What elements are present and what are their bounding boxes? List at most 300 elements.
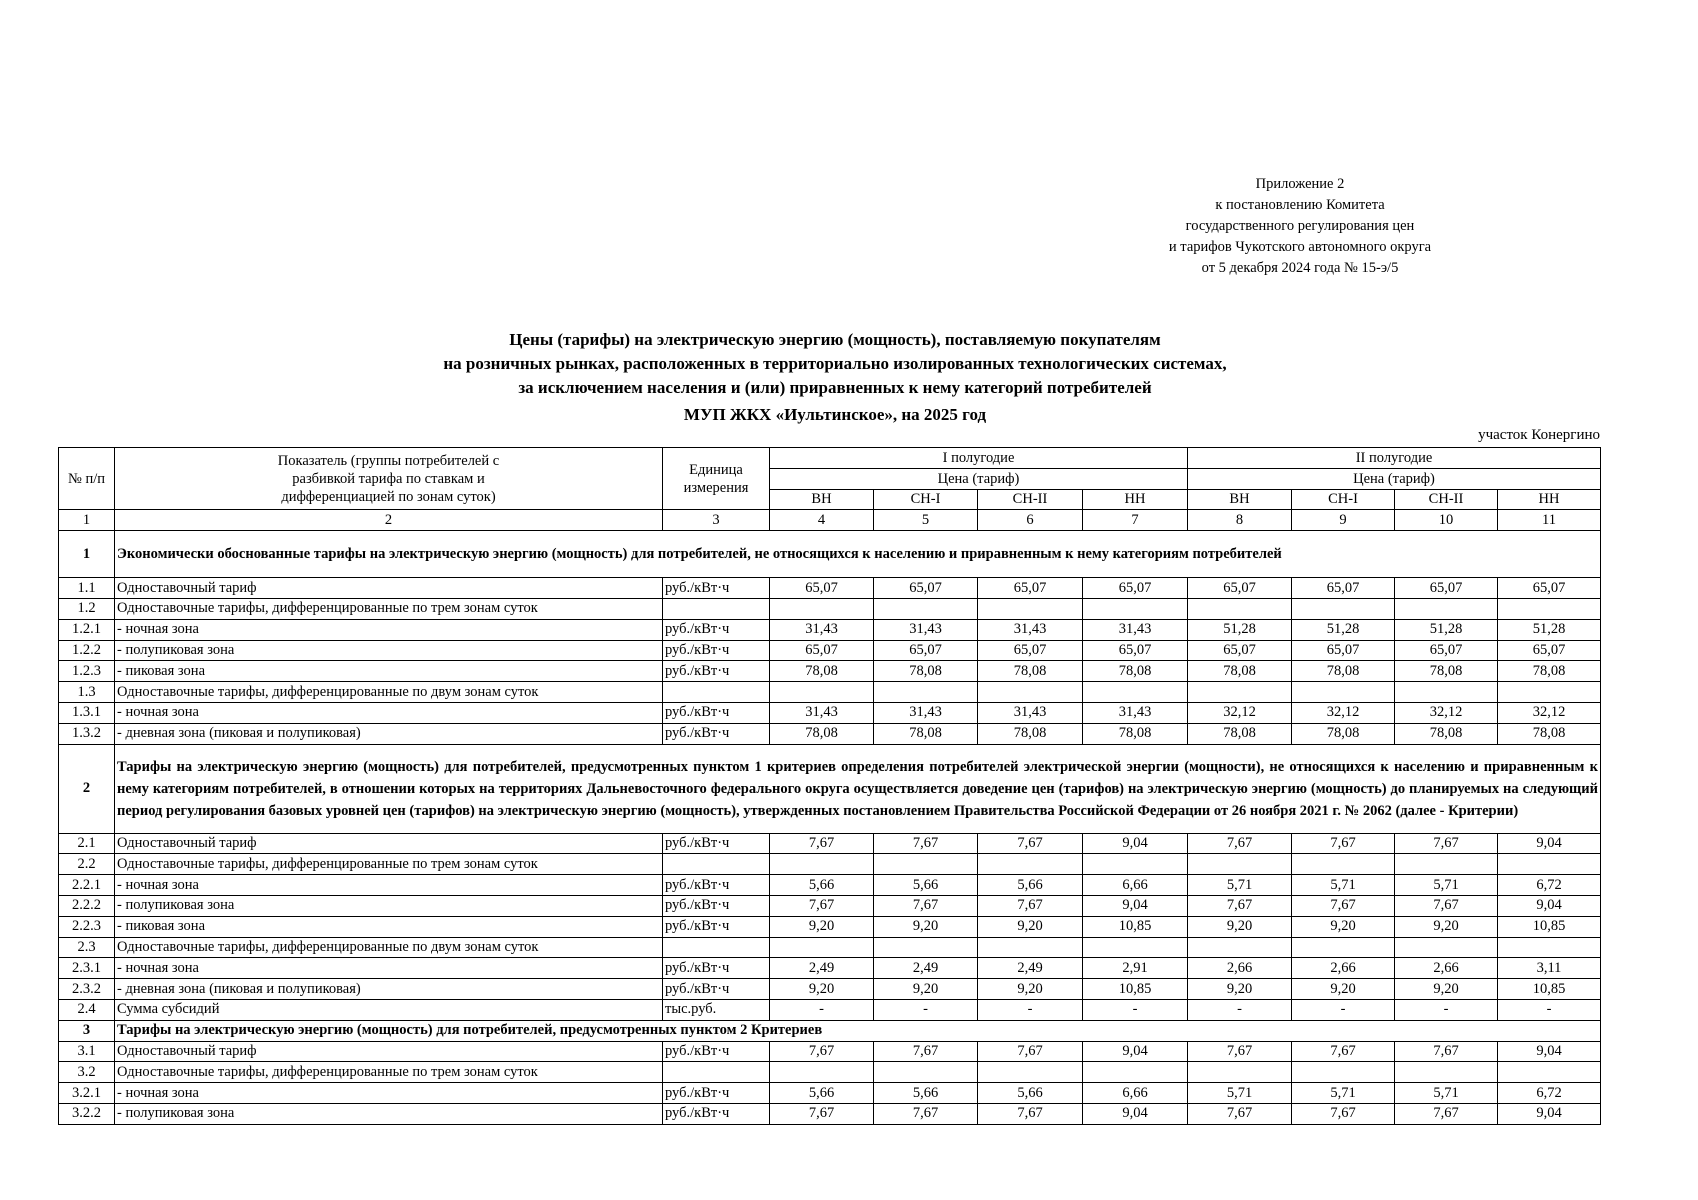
table-row bbox=[59, 578, 1601, 599]
header-level: НН bbox=[1498, 489, 1601, 510]
tariff-value: 31,43 bbox=[874, 619, 978, 640]
tariff-value: 31,43 bbox=[1083, 619, 1188, 640]
tariff-value: 7,67 bbox=[1292, 1041, 1395, 1062]
tariff-value: 65,07 bbox=[1292, 640, 1395, 661]
tariff-value bbox=[1395, 854, 1498, 875]
tariff-value: 7,67 bbox=[1188, 1041, 1292, 1062]
row-label: Одноставочный тариф bbox=[115, 578, 663, 599]
tariff-value: 78,08 bbox=[1498, 661, 1601, 682]
tariff-value: 9,20 bbox=[1188, 979, 1292, 1000]
tariff-value bbox=[770, 937, 874, 958]
tariff-value: 7,67 bbox=[874, 833, 978, 854]
row-unit: руб./кВт·ч bbox=[663, 1041, 770, 1062]
tariff-value: 78,08 bbox=[1188, 661, 1292, 682]
tariff-value: 9,20 bbox=[770, 979, 874, 1000]
tariff-value bbox=[1083, 1062, 1188, 1083]
section-title: Экономически обоснованные тарифы на электрическую энергию (мощность) для потребителей, не относящихся к населению и приравненным к нему категориям потребителей bbox=[115, 531, 1601, 578]
row-number: 3 bbox=[59, 1020, 115, 1041]
tariff-value: 5,66 bbox=[978, 1083, 1083, 1104]
row-number: 3.1 bbox=[59, 1041, 115, 1062]
header-half-1: I полугодие bbox=[770, 448, 1188, 469]
tariff-value bbox=[1498, 598, 1601, 619]
tariff-value: 5,71 bbox=[1292, 875, 1395, 896]
tariff-value: 9,20 bbox=[1292, 916, 1395, 937]
header-level: СН-I bbox=[874, 489, 978, 510]
tariff-value: 7,67 bbox=[770, 1103, 874, 1124]
tariff-value bbox=[1292, 682, 1395, 703]
row-label: - дневная зона (пиковая и полупиковая) bbox=[115, 979, 663, 1000]
tariff-value: 65,07 bbox=[874, 578, 978, 599]
tariff-value bbox=[978, 854, 1083, 875]
tariff-value bbox=[978, 598, 1083, 619]
tariff-value: 78,08 bbox=[978, 723, 1083, 744]
tariff-value bbox=[1083, 682, 1188, 703]
row-number: 2.2.2 bbox=[59, 895, 115, 916]
column-number: 11 bbox=[1498, 510, 1601, 531]
tariff-value bbox=[1395, 937, 1498, 958]
tariff-value: 78,08 bbox=[1498, 723, 1601, 744]
row-number: 2.3.2 bbox=[59, 979, 115, 1000]
row-unit: руб./кВт·ч bbox=[663, 578, 770, 599]
tariff-value: 7,67 bbox=[770, 833, 874, 854]
tariff-value: 5,71 bbox=[1395, 875, 1498, 896]
table-body bbox=[59, 448, 1601, 1125]
header-level: НН bbox=[1083, 489, 1188, 510]
tariff-value bbox=[1395, 598, 1498, 619]
tariff-value bbox=[874, 854, 978, 875]
tariff-value: 5,66 bbox=[874, 875, 978, 896]
tariff-value: - bbox=[1188, 999, 1292, 1020]
tariff-value: 31,43 bbox=[770, 702, 874, 723]
header-price-1: Цена (тариф) bbox=[770, 468, 1188, 489]
table-row bbox=[59, 854, 1601, 875]
row-number: 2.3 bbox=[59, 937, 115, 958]
row-label: - полупиковая зона bbox=[115, 1103, 663, 1124]
row-label: Одноставочный тариф bbox=[115, 833, 663, 854]
tariff-value: 9,20 bbox=[874, 979, 978, 1000]
row-number: 3.2 bbox=[59, 1062, 115, 1083]
tariff-value: 78,08 bbox=[874, 723, 978, 744]
column-number: 4 bbox=[770, 510, 874, 531]
table-row bbox=[59, 682, 1601, 703]
tariff-value: 7,67 bbox=[1395, 1103, 1498, 1124]
row-unit: руб./кВт·ч bbox=[663, 833, 770, 854]
tariff-value: 65,07 bbox=[1498, 640, 1601, 661]
tariff-value: 5,71 bbox=[1188, 875, 1292, 896]
tariff-value: 2,66 bbox=[1188, 958, 1292, 979]
tariff-value bbox=[978, 682, 1083, 703]
organization-line: МУП ЖКХ «Иультинское», на 2025 год bbox=[683, 405, 987, 424]
tariff-value: 10,85 bbox=[1083, 979, 1188, 1000]
tariff-value: 7,67 bbox=[1292, 833, 1395, 854]
table-row bbox=[59, 1041, 1601, 1062]
row-label: Одноставочные тарифы, дифференцированные по трем зонам суток bbox=[115, 598, 663, 619]
tariff-value: 65,07 bbox=[874, 640, 978, 661]
row-label: Одноставочные тарифы, дифференцированные по трем зонам суток bbox=[115, 1062, 663, 1083]
tariff-value: - bbox=[1292, 999, 1395, 1020]
tariff-value bbox=[978, 937, 1083, 958]
title-line: на розничных рынках, расположенных в территориально изолированных технологических системах, bbox=[443, 354, 1227, 373]
tariff-value: 7,67 bbox=[874, 895, 978, 916]
row-label: - ночная зона bbox=[115, 958, 663, 979]
tariff-value: 7,67 bbox=[1292, 1103, 1395, 1124]
row-label: - полупиковая зона bbox=[115, 895, 663, 916]
tariff-value bbox=[770, 682, 874, 703]
table-row bbox=[59, 999, 1601, 1020]
table-row bbox=[59, 958, 1601, 979]
tariff-value: 5,71 bbox=[1395, 1083, 1498, 1104]
tariff-value bbox=[1498, 1062, 1601, 1083]
tariff-value: 2,49 bbox=[770, 958, 874, 979]
tariff-value: 65,07 bbox=[1188, 578, 1292, 599]
tariff-value: 9,20 bbox=[978, 979, 1083, 1000]
tariff-value: 7,67 bbox=[770, 1041, 874, 1062]
row-label: Одноставочные тарифы, дифференцированные по двум зонам суток bbox=[115, 682, 663, 703]
row-number: 1.1 bbox=[59, 578, 115, 599]
row-number: 2.2.3 bbox=[59, 916, 115, 937]
tariff-value: 31,43 bbox=[770, 619, 874, 640]
tariff-value: 10,85 bbox=[1083, 916, 1188, 937]
tariff-value bbox=[874, 1062, 978, 1083]
tariff-value: 65,07 bbox=[1395, 578, 1498, 599]
row-unit bbox=[663, 1062, 770, 1083]
row-label: - пиковая зона bbox=[115, 916, 663, 937]
row-number: 3.2.1 bbox=[59, 1083, 115, 1104]
tariff-value: 9,04 bbox=[1083, 1103, 1188, 1124]
tariff-value: 65,07 bbox=[770, 578, 874, 599]
row-unit: руб./кВт·ч bbox=[663, 619, 770, 640]
header-level: СН-II bbox=[978, 489, 1083, 510]
tariff-value: 65,07 bbox=[770, 640, 874, 661]
tariff-value: 65,07 bbox=[1083, 578, 1188, 599]
table-row bbox=[59, 723, 1601, 744]
tariff-value bbox=[1498, 682, 1601, 703]
row-number: 2.2 bbox=[59, 854, 115, 875]
tariff-value: 51,28 bbox=[1188, 619, 1292, 640]
tariff-value: 78,08 bbox=[1083, 723, 1188, 744]
tariff-value: 65,07 bbox=[978, 578, 1083, 599]
header-level: СН-I bbox=[1292, 489, 1395, 510]
tariff-value bbox=[1188, 682, 1292, 703]
section-row bbox=[59, 744, 1601, 833]
tariff-value: 7,67 bbox=[1395, 895, 1498, 916]
header-indicator: Показатель (группы потребителей с разбивкой тарифа по ставкам и дифференциацией по зонам суток) bbox=[115, 448, 663, 510]
column-number: 6 bbox=[978, 510, 1083, 531]
tariff-value: 7,67 bbox=[1188, 833, 1292, 854]
column-number: 8 bbox=[1188, 510, 1292, 531]
column-number: 9 bbox=[1292, 510, 1395, 531]
table-row bbox=[59, 875, 1601, 896]
tariff-value: 7,67 bbox=[874, 1041, 978, 1062]
tariff-value: - bbox=[1498, 999, 1601, 1020]
row-unit: руб./кВт·ч bbox=[663, 875, 770, 896]
table-row bbox=[59, 598, 1601, 619]
tariff-table bbox=[58, 447, 1601, 1125]
tariff-value: 31,43 bbox=[978, 619, 1083, 640]
row-unit: руб./кВт·ч bbox=[663, 661, 770, 682]
row-number: 1 bbox=[59, 531, 115, 578]
header-price-2: Цена (тариф) bbox=[1188, 468, 1601, 489]
tariff-value: 9,04 bbox=[1083, 895, 1188, 916]
tariff-value: 7,67 bbox=[1395, 833, 1498, 854]
tariff-value bbox=[770, 1062, 874, 1083]
tariff-value: 7,67 bbox=[874, 1103, 978, 1124]
table-row bbox=[59, 916, 1601, 937]
tariff-value bbox=[1292, 598, 1395, 619]
tariff-value: 6,72 bbox=[1498, 875, 1601, 896]
row-label: - ночная зона bbox=[115, 875, 663, 896]
tariff-value: 7,67 bbox=[978, 1103, 1083, 1124]
tariff-value bbox=[1292, 854, 1395, 875]
header-unit: Единица измерения bbox=[663, 448, 770, 510]
row-unit: руб./кВт·ч bbox=[663, 895, 770, 916]
tariff-value: 5,66 bbox=[770, 875, 874, 896]
tariff-value: 7,67 bbox=[1188, 895, 1292, 916]
tariff-value: 78,08 bbox=[874, 661, 978, 682]
row-number: 2.1 bbox=[59, 833, 115, 854]
title-line: за исключением населения и (или) приравненных к нему категорий потребителей bbox=[518, 378, 1152, 397]
row-number: 1.2.3 bbox=[59, 661, 115, 682]
row-unit: руб./кВт·ч bbox=[663, 723, 770, 744]
tariff-value: 65,07 bbox=[1395, 640, 1498, 661]
document-title bbox=[60, 328, 1610, 427]
row-label: - дневная зона (пиковая и полупиковая) bbox=[115, 723, 663, 744]
row-unit: руб./кВт·ч bbox=[663, 979, 770, 1000]
tariff-value bbox=[874, 598, 978, 619]
header-num: № п/п bbox=[59, 448, 115, 510]
tariff-value bbox=[1395, 1062, 1498, 1083]
tariff-value bbox=[1498, 937, 1601, 958]
row-unit: руб./кВт·ч bbox=[663, 1083, 770, 1104]
row-number: 1.3.1 bbox=[59, 702, 115, 723]
tariff-value: 10,85 bbox=[1498, 979, 1601, 1000]
row-label: - ночная зона bbox=[115, 702, 663, 723]
site-label: участок Конергино bbox=[1478, 427, 1600, 443]
table-row bbox=[59, 833, 1601, 854]
column-number: 7 bbox=[1083, 510, 1188, 531]
tariff-value bbox=[1083, 937, 1188, 958]
tariff-value: 31,43 bbox=[978, 702, 1083, 723]
tariff-value bbox=[1498, 854, 1601, 875]
tariff-value: 78,08 bbox=[1395, 723, 1498, 744]
tariff-value: 78,08 bbox=[1188, 723, 1292, 744]
tariff-value: 78,08 bbox=[1083, 661, 1188, 682]
section-title: Тарифы на электрическую энергию (мощность) для потребителей, предусмотренных пунктом 1 критериев определения потребителей электрической энергии (мощности), не относящихся к населению и приравненным к нему категориям потребителей, в отношении которых на территориях Дальневосточного федерального округа осуществляется доведение цен (тарифов) на электрическую энергию (мощность) до планируемых на следующий период регулирования базовых уровней цен (тарифов) на электрическую энергию (мощность), утвержденных постановлением Правительства Российской Федерации от 26 ноября 2021 г. № 2062 (далее - Критерии) bbox=[115, 744, 1601, 833]
row-label: Одноставочные тарифы, дифференцированные по двум зонам суток bbox=[115, 937, 663, 958]
row-unit: руб./кВт·ч bbox=[663, 640, 770, 661]
header-level: СН-II bbox=[1395, 489, 1498, 510]
tariff-value: 7,67 bbox=[1395, 1041, 1498, 1062]
section-row bbox=[59, 531, 1601, 578]
tariff-value: 5,71 bbox=[1188, 1083, 1292, 1104]
tariff-value: 9,04 bbox=[1083, 1041, 1188, 1062]
row-unit bbox=[663, 598, 770, 619]
row-number: 2 bbox=[59, 744, 115, 833]
tariff-value bbox=[874, 682, 978, 703]
column-number: 2 bbox=[115, 510, 663, 531]
row-number: 1.2 bbox=[59, 598, 115, 619]
tariff-value bbox=[1395, 682, 1498, 703]
row-number: 3.2.2 bbox=[59, 1103, 115, 1124]
table-row bbox=[59, 702, 1601, 723]
column-number: 5 bbox=[874, 510, 978, 531]
tariff-value bbox=[1188, 1062, 1292, 1083]
appendix-line: Приложение 2 bbox=[1255, 176, 1345, 192]
column-numbers-row bbox=[59, 510, 1601, 531]
column-number: 10 bbox=[1395, 510, 1498, 531]
table-row bbox=[59, 979, 1601, 1000]
tariff-value: 9,20 bbox=[770, 916, 874, 937]
table-row bbox=[59, 1103, 1601, 1124]
table-row bbox=[59, 661, 1601, 682]
row-unit bbox=[663, 937, 770, 958]
tariff-value: 7,67 bbox=[1188, 1103, 1292, 1124]
appendix-line: к постановлению Комитета bbox=[1215, 197, 1385, 213]
tariff-value: 32,12 bbox=[1498, 702, 1601, 723]
tariff-value bbox=[874, 937, 978, 958]
tariff-value: - bbox=[1395, 999, 1498, 1020]
tariff-value: 51,28 bbox=[1292, 619, 1395, 640]
tariff-value: 32,12 bbox=[1395, 702, 1498, 723]
tariff-value: 2,49 bbox=[978, 958, 1083, 979]
tariff-value: 9,20 bbox=[978, 916, 1083, 937]
tariff-value: 31,43 bbox=[874, 702, 978, 723]
tariff-value: 10,85 bbox=[1498, 916, 1601, 937]
tariff-value: 7,67 bbox=[978, 833, 1083, 854]
row-label: - полупиковая зона bbox=[115, 640, 663, 661]
header-level: ВН bbox=[770, 489, 874, 510]
table-row bbox=[59, 1062, 1601, 1083]
tariff-value bbox=[1188, 937, 1292, 958]
tariff-value: 7,67 bbox=[1292, 895, 1395, 916]
column-number: 1 bbox=[59, 510, 115, 531]
tariff-value: 78,08 bbox=[1395, 661, 1498, 682]
row-label: - ночная зона bbox=[115, 1083, 663, 1104]
tariff-value bbox=[1188, 854, 1292, 875]
tariff-value: 9,04 bbox=[1498, 1041, 1601, 1062]
tariff-value: 9,20 bbox=[1188, 916, 1292, 937]
table-row bbox=[59, 619, 1601, 640]
tariff-value bbox=[978, 1062, 1083, 1083]
row-label: - ночная зона bbox=[115, 619, 663, 640]
tariff-value: 9,04 bbox=[1083, 833, 1188, 854]
column-number: 3 bbox=[663, 510, 770, 531]
tariff-value bbox=[770, 854, 874, 875]
table-row bbox=[59, 1083, 1601, 1104]
row-label: Одноставочный тариф bbox=[115, 1041, 663, 1062]
section-row bbox=[59, 1020, 1601, 1041]
tariff-value: 3,11 bbox=[1498, 958, 1601, 979]
tariff-value: 78,08 bbox=[1292, 661, 1395, 682]
row-number: 2.3.1 bbox=[59, 958, 115, 979]
tariff-value: 31,43 bbox=[1083, 702, 1188, 723]
tariff-value: 2,91 bbox=[1083, 958, 1188, 979]
tariff-value: 78,08 bbox=[770, 661, 874, 682]
tariff-value: 7,67 bbox=[978, 895, 1083, 916]
row-number: 2.2.1 bbox=[59, 875, 115, 896]
row-number: 1.3 bbox=[59, 682, 115, 703]
tariff-value: 65,07 bbox=[1083, 640, 1188, 661]
row-label: - пиковая зона bbox=[115, 661, 663, 682]
tariff-value bbox=[1083, 598, 1188, 619]
tariff-value: 65,07 bbox=[1498, 578, 1601, 599]
tariff-value bbox=[1188, 598, 1292, 619]
header-row bbox=[59, 448, 1601, 469]
tariff-value: 6,66 bbox=[1083, 875, 1188, 896]
row-number: 1.3.2 bbox=[59, 723, 115, 744]
tariff-value: - bbox=[770, 999, 874, 1020]
tariff-value: 78,08 bbox=[1292, 723, 1395, 744]
tariff-value: 2,49 bbox=[874, 958, 978, 979]
row-label: Одноставочные тарифы, дифференцированные по трем зонам суток bbox=[115, 854, 663, 875]
row-unit: тыс.руб. bbox=[663, 999, 770, 1020]
appendix-block bbox=[1120, 174, 1480, 279]
tariff-value: 5,71 bbox=[1292, 1083, 1395, 1104]
tariff-value: 5,66 bbox=[978, 875, 1083, 896]
tariff-value: - bbox=[978, 999, 1083, 1020]
tariff-value: 9,04 bbox=[1498, 833, 1601, 854]
tariff-value: 78,08 bbox=[770, 723, 874, 744]
tariff-value: 2,66 bbox=[1395, 958, 1498, 979]
tariff-value: 51,28 bbox=[1498, 619, 1601, 640]
tariff-value: 65,07 bbox=[1292, 578, 1395, 599]
tariff-value: 5,66 bbox=[874, 1083, 978, 1104]
tariff-value: 9,20 bbox=[1292, 979, 1395, 1000]
tariff-value bbox=[1083, 854, 1188, 875]
header-level: ВН bbox=[1188, 489, 1292, 510]
tariff-value: 9,20 bbox=[1395, 979, 1498, 1000]
appendix-line: и тарифов Чукотского автономного округа bbox=[1168, 239, 1432, 255]
tariff-value: 9,04 bbox=[1498, 1103, 1601, 1124]
tariff-value: 32,12 bbox=[1188, 702, 1292, 723]
tariff-value bbox=[1292, 1062, 1395, 1083]
tariff-value: 51,28 bbox=[1395, 619, 1498, 640]
row-unit bbox=[663, 682, 770, 703]
header-half-2: II полугодие bbox=[1188, 448, 1601, 469]
table-row bbox=[59, 937, 1601, 958]
tariff-value: 9,04 bbox=[1498, 895, 1601, 916]
tariff-value: 65,07 bbox=[1188, 640, 1292, 661]
tariff-value: 65,07 bbox=[978, 640, 1083, 661]
row-number: 2.4 bbox=[59, 999, 115, 1020]
tariff-value: 2,66 bbox=[1292, 958, 1395, 979]
row-unit: руб./кВт·ч bbox=[663, 702, 770, 723]
tariff-value: 7,67 bbox=[978, 1041, 1083, 1062]
tariff-value: 6,66 bbox=[1083, 1083, 1188, 1104]
row-label: Сумма субсидий bbox=[115, 999, 663, 1020]
tariff-value: 32,12 bbox=[1292, 702, 1395, 723]
table-row bbox=[59, 640, 1601, 661]
row-number: 1.2.2 bbox=[59, 640, 115, 661]
tariff-value: 7,67 bbox=[770, 895, 874, 916]
row-unit: руб./кВт·ч bbox=[663, 916, 770, 937]
row-unit: руб./кВт·ч bbox=[663, 1103, 770, 1124]
row-number: 1.2.1 bbox=[59, 619, 115, 640]
tariff-value: 78,08 bbox=[978, 661, 1083, 682]
row-unit bbox=[663, 854, 770, 875]
row-unit: руб./кВт·ч bbox=[663, 958, 770, 979]
table-row bbox=[59, 895, 1601, 916]
appendix-line: государственного регулирования цен bbox=[1185, 218, 1415, 234]
tariff-value: 9,20 bbox=[1395, 916, 1498, 937]
tariff-value bbox=[1292, 937, 1395, 958]
section-title: Тарифы на электрическую энергию (мощность) для потребителей, предусмотренных пунктом 2 Критериев bbox=[115, 1020, 1601, 1041]
title-line: Цены (тарифы) на электрическую энергию (мощность), поставляемую покупателям bbox=[509, 330, 1161, 349]
tariff-value: 9,20 bbox=[874, 916, 978, 937]
appendix-line: от 5 декабря 2024 года № 15-э/5 bbox=[1201, 260, 1399, 276]
tariff-value: - bbox=[1083, 999, 1188, 1020]
tariff-value: 6,72 bbox=[1498, 1083, 1601, 1104]
